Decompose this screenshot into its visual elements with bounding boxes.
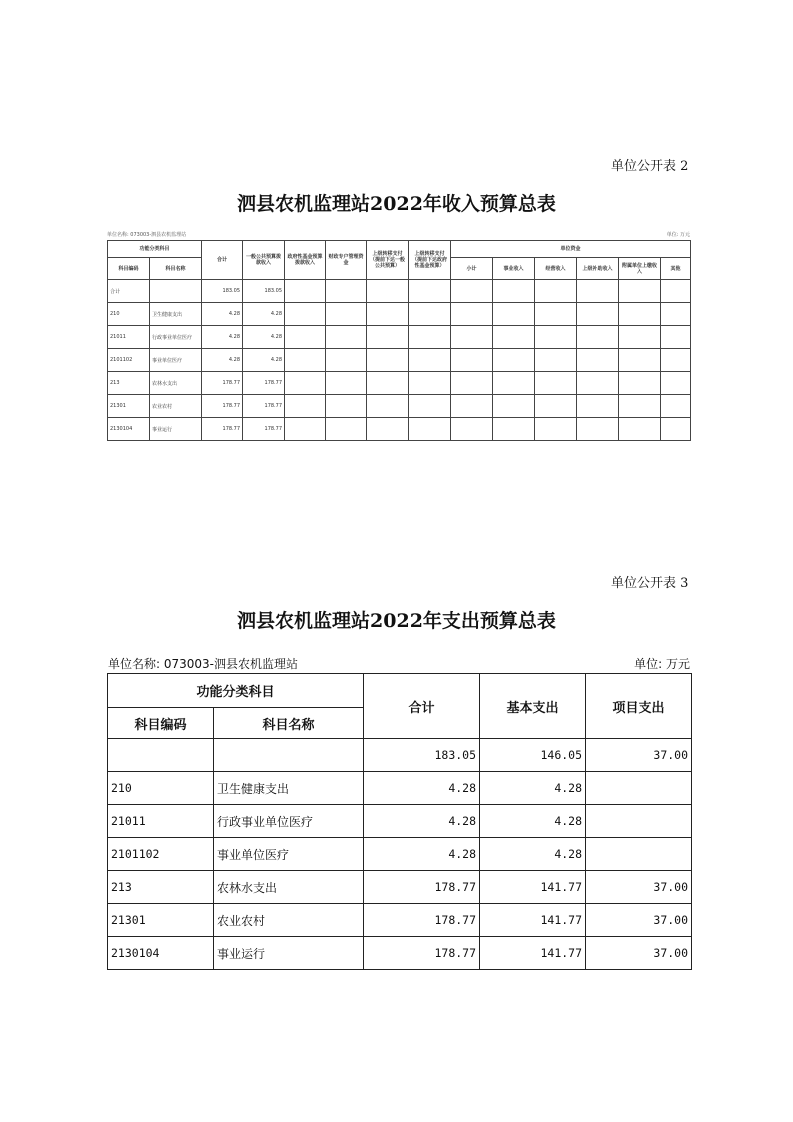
table-row — [108, 772, 692, 805]
row-total: 4.28 — [364, 772, 480, 805]
row-code: 2130104 — [108, 937, 214, 970]
header-name: 科目名称 — [150, 258, 202, 280]
row-code: 21011 — [108, 805, 214, 838]
header-code: 科目编码 — [108, 708, 214, 739]
header-operating: 经营收入 — [535, 258, 577, 280]
row-name: 事业运行 — [150, 418, 202, 441]
header-transfer-fund: 上级转移支付（提前下达政府性基金预算） — [409, 241, 451, 280]
row-code: 213 — [108, 372, 150, 395]
header-basic: 基本支出 — [480, 674, 586, 739]
table-row — [108, 418, 691, 441]
row-name: 农林水支出 — [150, 372, 202, 395]
row-name — [150, 280, 202, 303]
row-basic: 4.28 — [480, 838, 586, 871]
row-general: 4.28 — [243, 303, 285, 326]
row-total: 183.05 — [364, 739, 480, 772]
table-row — [108, 326, 691, 349]
row-total: 4.28 — [202, 349, 243, 372]
row-basic: 141.77 — [480, 871, 586, 904]
header-name: 科目名称 — [214, 708, 364, 739]
row-code: 2130104 — [108, 418, 150, 441]
row-total: 178.77 — [364, 904, 480, 937]
row-basic: 141.77 — [480, 904, 586, 937]
row-project — [586, 805, 692, 838]
row-general: 4.28 — [243, 349, 285, 372]
row-name: 事业单位医疗 — [214, 838, 364, 871]
row-name: 事业运行 — [214, 937, 364, 970]
row-code: 213 — [108, 871, 214, 904]
row-basic: 4.28 — [480, 772, 586, 805]
row-total: 178.77 — [202, 418, 243, 441]
header-special-account: 财政专户管理资金 — [326, 241, 367, 280]
revenue-unit-name: 单位名称: 073003-泗县农机监理站 — [107, 232, 187, 238]
table-row — [108, 280, 691, 303]
row-total: 178.77 — [202, 372, 243, 395]
table-row — [108, 349, 691, 372]
table-row — [108, 838, 692, 871]
table-row — [108, 372, 691, 395]
row-code: 合计 — [108, 280, 150, 303]
row-name: 卫生健康支出 — [214, 772, 364, 805]
row-total: 4.28 — [364, 805, 480, 838]
row-total: 178.77 — [364, 937, 480, 970]
expenditure-budget-table — [107, 673, 692, 970]
row-total: 4.28 — [202, 303, 243, 326]
row-code: 21301 — [108, 395, 150, 418]
row-project: 37.00 — [586, 739, 692, 772]
row-name: 农业农村 — [150, 395, 202, 418]
row-name: 行政事业单位医疗 — [214, 805, 364, 838]
header-func-group: 功能分类科目 — [108, 241, 202, 258]
table-row — [108, 395, 691, 418]
row-code — [108, 739, 214, 772]
row-code: 21011 — [108, 326, 150, 349]
table-row — [108, 937, 692, 970]
row-code: 210 — [108, 772, 214, 805]
table-row — [108, 805, 692, 838]
row-name: 行政事业单位医疗 — [150, 326, 202, 349]
header-transfer-general: 上级转移支付（提前下达一般公共预算） — [367, 241, 409, 280]
row-total: 178.77 — [364, 871, 480, 904]
row-project — [586, 838, 692, 871]
row-total: 4.28 — [202, 326, 243, 349]
row-code: 2101102 — [108, 838, 214, 871]
row-name: 事业单位医疗 — [150, 349, 202, 372]
row-total: 4.28 — [364, 838, 480, 871]
row-general: 183.05 — [243, 280, 285, 303]
header-total: 合计 — [364, 674, 480, 739]
table-row — [108, 739, 692, 772]
header-total: 合计 — [202, 241, 243, 280]
expenditure-unit-name: 单位名称: 073003-泗县农机监理站 — [108, 657, 298, 671]
row-basic: 4.28 — [480, 805, 586, 838]
expenditure-table-title: 泗县农机监理站2022年支出预算总表 — [237, 610, 556, 632]
header-other: 其他 — [661, 258, 691, 280]
row-general: 178.77 — [243, 395, 285, 418]
row-general: 178.77 — [243, 372, 285, 395]
row-code: 21301 — [108, 904, 214, 937]
row-general: 4.28 — [243, 326, 285, 349]
revenue-unit: 单位: 万元 — [666, 232, 690, 238]
header-unit-funds: 单位资金 — [451, 241, 691, 258]
row-total: 183.05 — [202, 280, 243, 303]
expenditure-table-tag: 单位公开表 3 — [611, 576, 689, 591]
row-code: 2101102 — [108, 349, 150, 372]
header-business: 事业收入 — [493, 258, 535, 280]
row-name: 农业农村 — [214, 904, 364, 937]
row-general: 178.77 — [243, 418, 285, 441]
table-row — [108, 871, 692, 904]
revenue-table-title: 泗县农机监理站2022年收入预算总表 — [237, 193, 556, 215]
header-affiliated: 附属单位上缴收入 — [619, 258, 661, 280]
header-project: 项目支出 — [586, 674, 692, 739]
revenue-table-tag: 单位公开表 2 — [611, 159, 689, 174]
row-code: 210 — [108, 303, 150, 326]
expenditure-unit: 单位: 万元 — [634, 657, 690, 671]
table-row — [108, 904, 692, 937]
row-name: 农林水支出 — [214, 871, 364, 904]
row-name — [214, 739, 364, 772]
table-row — [108, 303, 691, 326]
row-basic: 141.77 — [480, 937, 586, 970]
header-subtotal: 小计 — [451, 258, 493, 280]
row-project: 37.00 — [586, 904, 692, 937]
row-name: 卫生健康支出 — [150, 303, 202, 326]
row-basic: 146.05 — [480, 739, 586, 772]
row-project — [586, 772, 692, 805]
row-total: 178.77 — [202, 395, 243, 418]
header-general-budget: 一般公共预算拨款收入 — [243, 241, 285, 280]
revenue-budget-table — [107, 240, 691, 441]
header-code: 科目编码 — [108, 258, 150, 280]
header-fund-budget: 政府性基金预算拨款收入 — [285, 241, 326, 280]
header-superior: 上级补助收入 — [577, 258, 619, 280]
row-project: 37.00 — [586, 937, 692, 970]
row-project: 37.00 — [586, 871, 692, 904]
header-func-group: 功能分类科目 — [108, 674, 364, 708]
